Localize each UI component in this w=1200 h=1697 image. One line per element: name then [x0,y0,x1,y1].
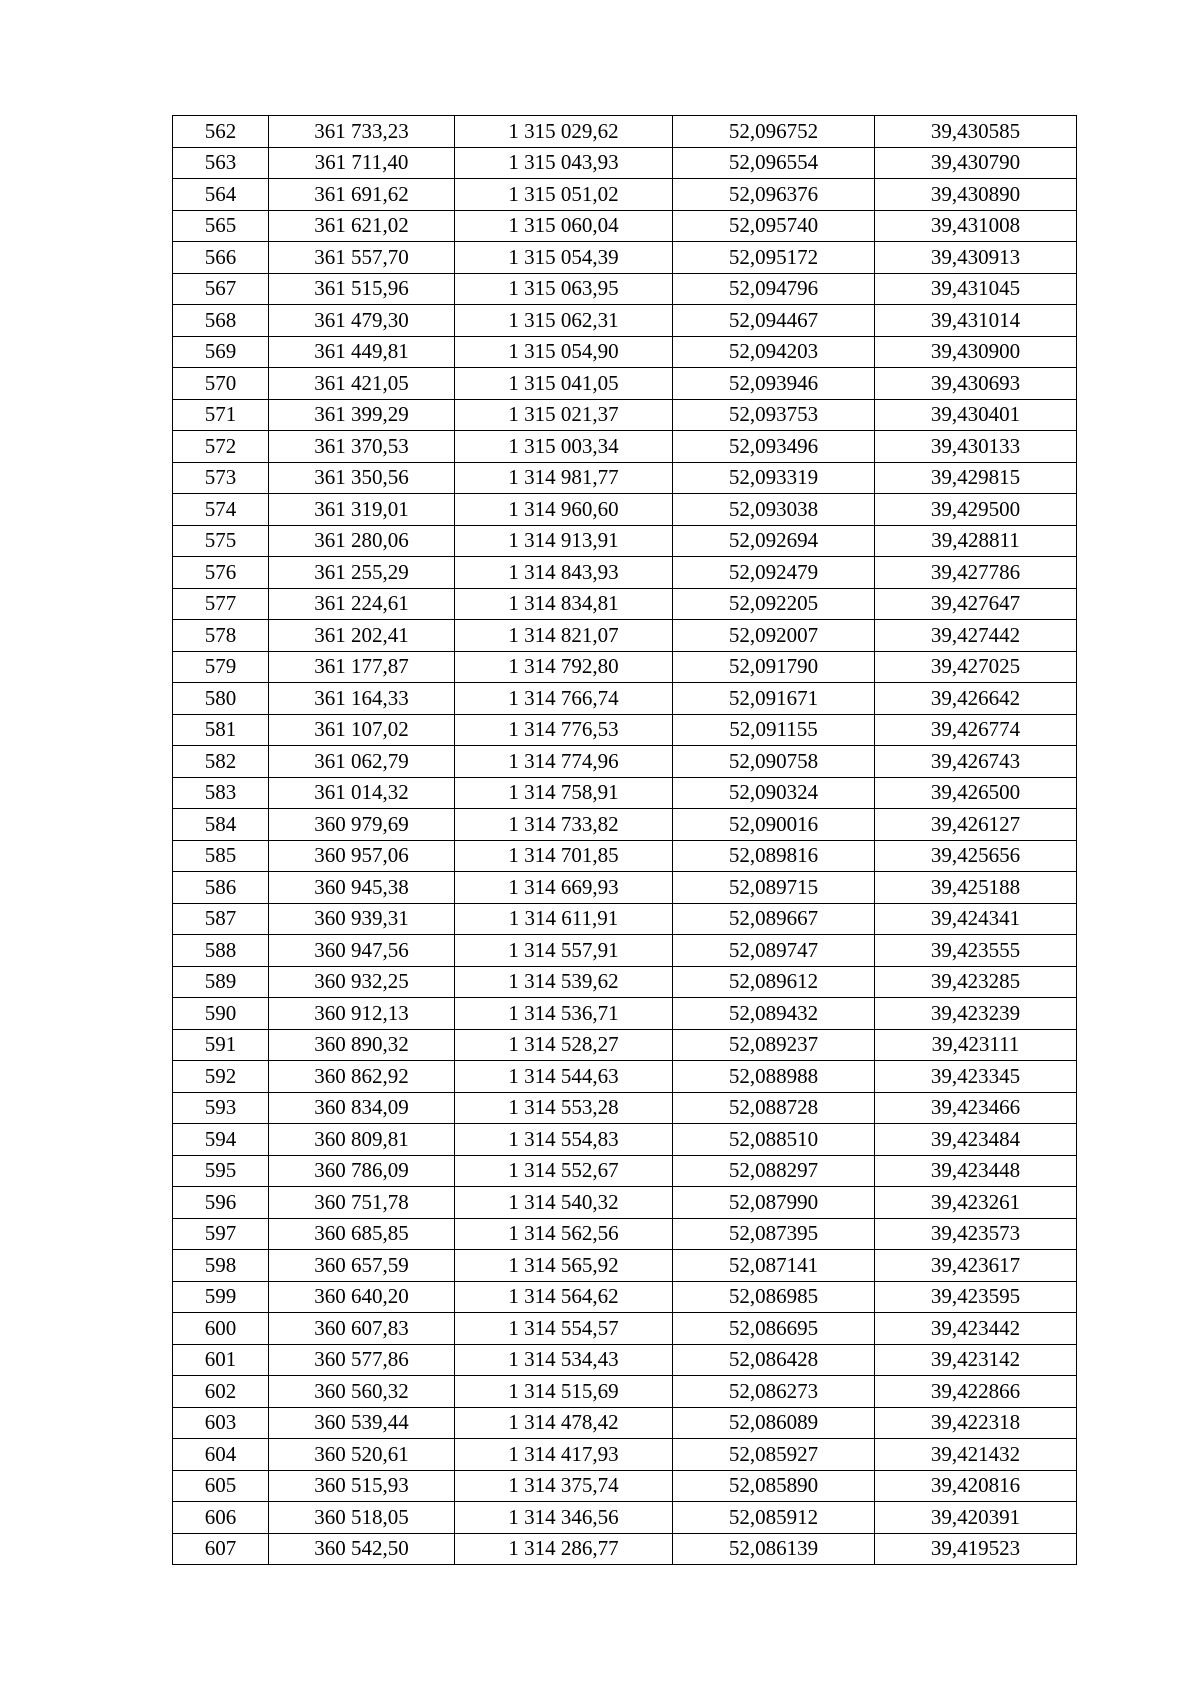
longitude-cell: 39,427025 [875,651,1077,683]
point-number-cell: 584 [173,809,269,841]
latitude-cell: 52,089237 [673,1029,875,1061]
y-coordinate-cell: 1 315 051,02 [455,179,673,211]
longitude-cell: 39,426774 [875,714,1077,746]
x-coordinate-cell: 361 449,81 [269,336,455,368]
table-row [173,431,1077,463]
point-number-cell: 580 [173,683,269,715]
point-number-cell: 565 [173,210,269,242]
y-coordinate-cell: 1 315 029,62 [455,116,673,148]
point-number-cell: 587 [173,903,269,935]
table-row [173,1029,1077,1061]
latitude-cell: 52,095172 [673,242,875,274]
x-coordinate-cell: 360 577,86 [269,1344,455,1376]
x-coordinate-cell: 360 786,09 [269,1155,455,1187]
x-coordinate-cell: 361 350,56 [269,462,455,494]
x-coordinate-cell: 360 685,85 [269,1218,455,1250]
table-row [173,966,1077,998]
point-number-cell: 592 [173,1061,269,1093]
y-coordinate-cell: 1 314 834,81 [455,588,673,620]
y-coordinate-cell: 1 314 515,69 [455,1376,673,1408]
y-coordinate-cell: 1 314 821,07 [455,620,673,652]
point-number-cell: 591 [173,1029,269,1061]
table-row [173,809,1077,841]
longitude-cell: 39,423345 [875,1061,1077,1093]
point-number-cell: 582 [173,746,269,778]
longitude-cell: 39,423111 [875,1029,1077,1061]
table-row [173,840,1077,872]
y-coordinate-cell: 1 314 540,32 [455,1187,673,1219]
x-coordinate-cell: 361 177,87 [269,651,455,683]
latitude-cell: 52,086139 [673,1533,875,1565]
table-row [173,1407,1077,1439]
table-row [173,1376,1077,1408]
y-coordinate-cell: 1 314 792,80 [455,651,673,683]
latitude-cell: 52,090016 [673,809,875,841]
x-coordinate-cell: 361 421,05 [269,368,455,400]
latitude-cell: 52,086985 [673,1281,875,1313]
table-row [173,1281,1077,1313]
table-row [173,399,1077,431]
y-coordinate-cell: 1 314 565,92 [455,1250,673,1282]
x-coordinate-cell: 361 691,62 [269,179,455,211]
point-number-cell: 599 [173,1281,269,1313]
point-number-cell: 575 [173,525,269,557]
point-number-cell: 572 [173,431,269,463]
table-row [173,588,1077,620]
y-coordinate-cell: 1 315 021,37 [455,399,673,431]
y-coordinate-cell: 1 314 843,93 [455,557,673,589]
table-row [173,777,1077,809]
longitude-cell: 39,422866 [875,1376,1077,1408]
x-coordinate-cell: 361 557,70 [269,242,455,274]
table-row [173,1313,1077,1345]
longitude-cell: 39,427647 [875,588,1077,620]
longitude-cell: 39,423466 [875,1092,1077,1124]
longitude-cell: 39,423555 [875,935,1077,967]
x-coordinate-cell: 360 939,31 [269,903,455,935]
y-coordinate-cell: 1 314 346,56 [455,1502,673,1534]
longitude-cell: 39,422318 [875,1407,1077,1439]
table-row [173,1155,1077,1187]
x-coordinate-cell: 361 733,23 [269,116,455,148]
x-coordinate-cell: 361 711,40 [269,147,455,179]
table-row [173,210,1077,242]
point-number-cell: 583 [173,777,269,809]
x-coordinate-cell: 361 062,79 [269,746,455,778]
longitude-cell: 39,431008 [875,210,1077,242]
table-row [173,1344,1077,1376]
y-coordinate-cell: 1 315 041,05 [455,368,673,400]
latitude-cell: 52,092007 [673,620,875,652]
point-number-cell: 594 [173,1124,269,1156]
point-number-cell: 593 [173,1092,269,1124]
x-coordinate-cell: 361 280,06 [269,525,455,557]
table-row [173,273,1077,305]
point-number-cell: 579 [173,651,269,683]
latitude-cell: 52,088297 [673,1155,875,1187]
longitude-cell: 39,423573 [875,1218,1077,1250]
longitude-cell: 39,423442 [875,1313,1077,1345]
longitude-cell: 39,423239 [875,998,1077,1030]
x-coordinate-cell: 361 370,53 [269,431,455,463]
latitude-cell: 52,088510 [673,1124,875,1156]
latitude-cell: 52,091671 [673,683,875,715]
y-coordinate-cell: 1 315 054,90 [455,336,673,368]
x-coordinate-cell: 361 224,61 [269,588,455,620]
point-number-cell: 603 [173,1407,269,1439]
point-number-cell: 597 [173,1218,269,1250]
x-coordinate-cell: 360 657,59 [269,1250,455,1282]
table-row [173,525,1077,557]
latitude-cell: 52,089715 [673,872,875,904]
x-coordinate-cell: 360 945,38 [269,872,455,904]
y-coordinate-cell: 1 315 003,34 [455,431,673,463]
latitude-cell: 52,090758 [673,746,875,778]
longitude-cell: 39,427442 [875,620,1077,652]
latitude-cell: 52,087141 [673,1250,875,1282]
longitude-cell: 39,430401 [875,399,1077,431]
point-number-cell: 588 [173,935,269,967]
point-number-cell: 602 [173,1376,269,1408]
latitude-cell: 52,091155 [673,714,875,746]
coordinates-table-body [173,116,1077,1565]
latitude-cell: 52,093496 [673,431,875,463]
latitude-cell: 52,089816 [673,840,875,872]
longitude-cell: 39,423484 [875,1124,1077,1156]
x-coordinate-cell: 360 542,50 [269,1533,455,1565]
y-coordinate-cell: 1 314 286,77 [455,1533,673,1565]
table-row [173,494,1077,526]
point-number-cell: 577 [173,588,269,620]
point-number-cell: 589 [173,966,269,998]
point-number-cell: 570 [173,368,269,400]
longitude-cell: 39,424341 [875,903,1077,935]
latitude-cell: 52,093038 [673,494,875,526]
latitude-cell: 52,086273 [673,1376,875,1408]
latitude-cell: 52,095740 [673,210,875,242]
coordinates-table [172,115,1077,1565]
y-coordinate-cell: 1 314 534,43 [455,1344,673,1376]
y-coordinate-cell: 1 314 733,82 [455,809,673,841]
longitude-cell: 39,427786 [875,557,1077,589]
longitude-cell: 39,429815 [875,462,1077,494]
x-coordinate-cell: 360 979,69 [269,809,455,841]
y-coordinate-cell: 1 314 758,91 [455,777,673,809]
longitude-cell: 39,420391 [875,1502,1077,1534]
point-number-cell: 607 [173,1533,269,1565]
latitude-cell: 52,091790 [673,651,875,683]
table-row [173,1061,1077,1093]
latitude-cell: 52,093946 [673,368,875,400]
table-row [173,683,1077,715]
y-coordinate-cell: 1 314 557,91 [455,935,673,967]
x-coordinate-cell: 361 107,02 [269,714,455,746]
point-number-cell: 600 [173,1313,269,1345]
x-coordinate-cell: 360 751,78 [269,1187,455,1219]
longitude-cell: 39,428811 [875,525,1077,557]
longitude-cell: 39,431014 [875,305,1077,337]
latitude-cell: 52,088728 [673,1092,875,1124]
table-row [173,147,1077,179]
longitude-cell: 39,430133 [875,431,1077,463]
y-coordinate-cell: 1 314 701,85 [455,840,673,872]
y-coordinate-cell: 1 314 562,56 [455,1218,673,1250]
table-row [173,903,1077,935]
y-coordinate-cell: 1 314 417,93 [455,1439,673,1471]
y-coordinate-cell: 1 315 062,31 [455,305,673,337]
table-row [173,746,1077,778]
latitude-cell: 52,092479 [673,557,875,589]
x-coordinate-cell: 360 890,32 [269,1029,455,1061]
x-coordinate-cell: 360 957,06 [269,840,455,872]
y-coordinate-cell: 1 315 060,04 [455,210,673,242]
latitude-cell: 52,089747 [673,935,875,967]
latitude-cell: 52,089667 [673,903,875,935]
latitude-cell: 52,087990 [673,1187,875,1219]
latitude-cell: 52,096554 [673,147,875,179]
point-number-cell: 598 [173,1250,269,1282]
table-row [173,1092,1077,1124]
latitude-cell: 52,085890 [673,1470,875,1502]
y-coordinate-cell: 1 315 063,95 [455,273,673,305]
x-coordinate-cell: 360 912,13 [269,998,455,1030]
x-coordinate-cell: 360 640,20 [269,1281,455,1313]
table-row [173,1439,1077,1471]
table-row [173,368,1077,400]
y-coordinate-cell: 1 314 611,91 [455,903,673,935]
point-number-cell: 606 [173,1502,269,1534]
longitude-cell: 39,430790 [875,147,1077,179]
x-coordinate-cell: 361 399,29 [269,399,455,431]
longitude-cell: 39,425656 [875,840,1077,872]
x-coordinate-cell: 360 809,81 [269,1124,455,1156]
latitude-cell: 52,094796 [673,273,875,305]
x-coordinate-cell: 361 164,33 [269,683,455,715]
y-coordinate-cell: 1 314 539,62 [455,966,673,998]
latitude-cell: 52,089432 [673,998,875,1030]
point-number-cell: 564 [173,179,269,211]
point-number-cell: 605 [173,1470,269,1502]
longitude-cell: 39,423285 [875,966,1077,998]
longitude-cell: 39,430693 [875,368,1077,400]
x-coordinate-cell: 360 515,93 [269,1470,455,1502]
point-number-cell: 601 [173,1344,269,1376]
table-row [173,179,1077,211]
longitude-cell: 39,430890 [875,179,1077,211]
y-coordinate-cell: 1 315 054,39 [455,242,673,274]
longitude-cell: 39,429500 [875,494,1077,526]
table-row [173,1218,1077,1250]
x-coordinate-cell: 360 539,44 [269,1407,455,1439]
y-coordinate-cell: 1 314 774,96 [455,746,673,778]
table-row [173,620,1077,652]
x-coordinate-cell: 361 255,29 [269,557,455,589]
y-coordinate-cell: 1 314 913,91 [455,525,673,557]
longitude-cell: 39,426500 [875,777,1077,809]
latitude-cell: 52,090324 [673,777,875,809]
latitude-cell: 52,086089 [673,1407,875,1439]
table-row [173,651,1077,683]
x-coordinate-cell: 361 515,96 [269,273,455,305]
longitude-cell: 39,431045 [875,273,1077,305]
point-number-cell: 563 [173,147,269,179]
y-coordinate-cell: 1 314 536,71 [455,998,673,1030]
longitude-cell: 39,423142 [875,1344,1077,1376]
point-number-cell: 576 [173,557,269,589]
x-coordinate-cell: 360 947,56 [269,935,455,967]
latitude-cell: 52,088988 [673,1061,875,1093]
latitude-cell: 52,093319 [673,462,875,494]
point-number-cell: 585 [173,840,269,872]
y-coordinate-cell: 1 314 960,60 [455,494,673,526]
table-row [173,305,1077,337]
point-number-cell: 567 [173,273,269,305]
x-coordinate-cell: 360 560,32 [269,1376,455,1408]
table-row [173,1187,1077,1219]
longitude-cell: 39,421432 [875,1439,1077,1471]
table-row [173,116,1077,148]
table-row [173,242,1077,274]
x-coordinate-cell: 360 862,92 [269,1061,455,1093]
x-coordinate-cell: 360 834,09 [269,1092,455,1124]
longitude-cell: 39,425188 [875,872,1077,904]
table-row [173,714,1077,746]
latitude-cell: 52,086695 [673,1313,875,1345]
latitude-cell: 52,096376 [673,179,875,211]
table-row [173,998,1077,1030]
table-row [173,1502,1077,1534]
point-number-cell: 581 [173,714,269,746]
x-coordinate-cell: 360 607,83 [269,1313,455,1345]
latitude-cell: 52,093753 [673,399,875,431]
longitude-cell: 39,430913 [875,242,1077,274]
latitude-cell: 52,086428 [673,1344,875,1376]
table-row [173,336,1077,368]
y-coordinate-cell: 1 314 552,67 [455,1155,673,1187]
y-coordinate-cell: 1 314 544,63 [455,1061,673,1093]
y-coordinate-cell: 1 314 553,28 [455,1092,673,1124]
x-coordinate-cell: 361 202,41 [269,620,455,652]
y-coordinate-cell: 1 314 669,93 [455,872,673,904]
latitude-cell: 52,094203 [673,336,875,368]
x-coordinate-cell: 360 520,61 [269,1439,455,1471]
longitude-cell: 39,430585 [875,116,1077,148]
y-coordinate-cell: 1 314 981,77 [455,462,673,494]
longitude-cell: 39,423448 [875,1155,1077,1187]
y-coordinate-cell: 1 314 554,83 [455,1124,673,1156]
latitude-cell: 52,096752 [673,116,875,148]
table-row [173,935,1077,967]
longitude-cell: 39,430900 [875,336,1077,368]
point-number-cell: 596 [173,1187,269,1219]
latitude-cell: 52,089612 [673,966,875,998]
table-row [173,1533,1077,1565]
longitude-cell: 39,426743 [875,746,1077,778]
y-coordinate-cell: 1 314 528,27 [455,1029,673,1061]
x-coordinate-cell: 361 014,32 [269,777,455,809]
point-number-cell: 569 [173,336,269,368]
longitude-cell: 39,423261 [875,1187,1077,1219]
point-number-cell: 568 [173,305,269,337]
y-coordinate-cell: 1 314 564,62 [455,1281,673,1313]
longitude-cell: 39,420816 [875,1470,1077,1502]
longitude-cell: 39,419523 [875,1533,1077,1565]
point-number-cell: 566 [173,242,269,274]
longitude-cell: 39,426127 [875,809,1077,841]
point-number-cell: 573 [173,462,269,494]
latitude-cell: 52,092694 [673,525,875,557]
point-number-cell: 571 [173,399,269,431]
y-coordinate-cell: 1 314 375,74 [455,1470,673,1502]
x-coordinate-cell: 360 518,05 [269,1502,455,1534]
point-number-cell: 578 [173,620,269,652]
table-row [173,1124,1077,1156]
point-number-cell: 586 [173,872,269,904]
latitude-cell: 52,094467 [673,305,875,337]
latitude-cell: 52,085912 [673,1502,875,1534]
y-coordinate-cell: 1 314 776,53 [455,714,673,746]
longitude-cell: 39,423617 [875,1250,1077,1282]
y-coordinate-cell: 1 314 766,74 [455,683,673,715]
table-row [173,1250,1077,1282]
table-row [173,872,1077,904]
latitude-cell: 52,085927 [673,1439,875,1471]
table-row [173,462,1077,494]
y-coordinate-cell: 1 314 554,57 [455,1313,673,1345]
y-coordinate-cell: 1 314 478,42 [455,1407,673,1439]
point-number-cell: 595 [173,1155,269,1187]
point-number-cell: 562 [173,116,269,148]
point-number-cell: 604 [173,1439,269,1471]
latitude-cell: 52,092205 [673,588,875,620]
longitude-cell: 39,426642 [875,683,1077,715]
x-coordinate-cell: 361 621,02 [269,210,455,242]
longitude-cell: 39,423595 [875,1281,1077,1313]
table-row [173,557,1077,589]
latitude-cell: 52,087395 [673,1218,875,1250]
y-coordinate-cell: 1 315 043,93 [455,147,673,179]
point-number-cell: 574 [173,494,269,526]
x-coordinate-cell: 361 479,30 [269,305,455,337]
x-coordinate-cell: 361 319,01 [269,494,455,526]
x-coordinate-cell: 360 932,25 [269,966,455,998]
point-number-cell: 590 [173,998,269,1030]
table-row [173,1470,1077,1502]
